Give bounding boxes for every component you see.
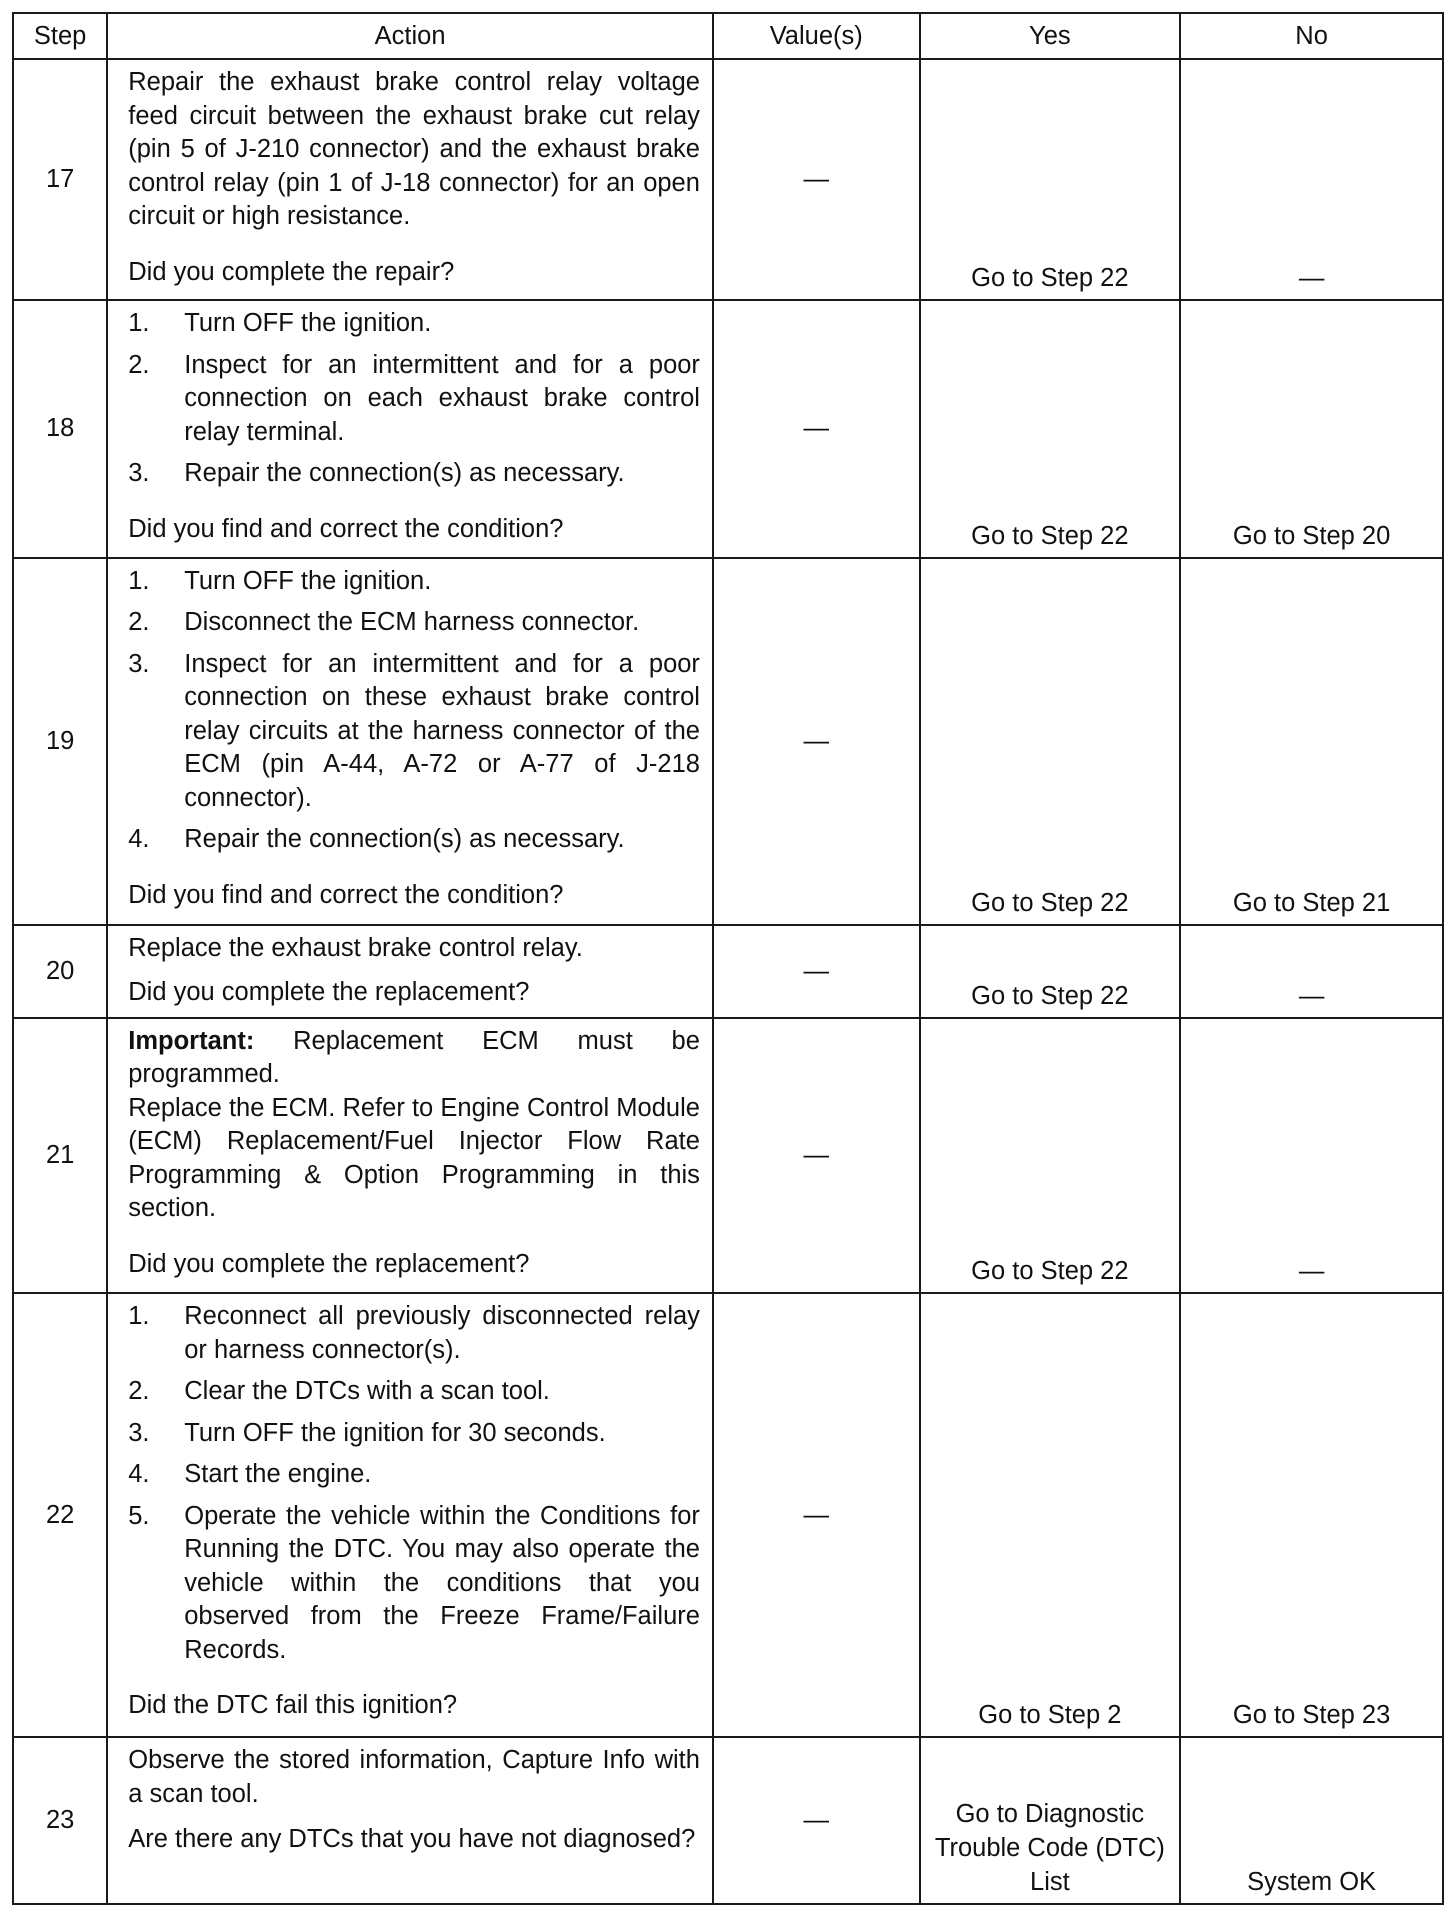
yes-cell: Go to Step 22: [920, 300, 1181, 557]
action-step-text: Operate the vehicle within the Conditions for Running the DTC. You may also operate the vehicle within the conditions that you observed from the Freeze Frame/Failure Records.: [184, 1501, 700, 1664]
action-step: [128, 349, 700, 450]
important-text: Replacement ECM must be programmed.: [128, 1026, 700, 1089]
no-cell: Go to Step 23: [1180, 1293, 1443, 1737]
action-step-text: Repair the connection(s) as necessary.: [184, 825, 625, 853]
action-step: [128, 1300, 700, 1367]
action-step: [128, 565, 700, 599]
action-step-number: 4.: [128, 1460, 150, 1489]
value-cell: —: [713, 925, 920, 1018]
no-cell: System OK: [1180, 1737, 1443, 1904]
action-question: Did you complete the repair?: [128, 257, 455, 286]
action-step-text: Turn OFF the ignition.: [184, 566, 432, 595]
action-step-number: 1.: [128, 309, 150, 338]
value-cell: —: [713, 1737, 920, 1904]
step-number: 19: [13, 558, 107, 926]
action-cell: [107, 1018, 713, 1293]
table-row: [13, 558, 1443, 926]
yes-cell: Go to Step 22: [920, 558, 1181, 926]
action-step-number: 5.: [128, 1501, 150, 1530]
action-step-text: Repair the connection(s) as necessary.: [184, 459, 625, 488]
header-row: [13, 13, 1443, 59]
action-paragraph: Repair the exhaust brake control relay voltage feed circuit between the exhaust brake cut relay (pin 5 of J-210 connector) and the exhaust brake control relay (pin 1 of J-18 connector) for an open circuit or high resistance.: [128, 68, 700, 230]
no-cell: Go to Step 21: [1180, 558, 1443, 926]
value-cell: —: [713, 1018, 920, 1293]
yes-cell: Go to Step 22: [920, 925, 1181, 1018]
action-step: [128, 648, 700, 816]
yes-cell: Go to Step 22: [920, 1018, 1181, 1293]
action-cell: [107, 300, 713, 557]
no-cell: Go to Step 20: [1180, 300, 1443, 557]
action-step: [128, 606, 700, 640]
step-number: 23: [13, 1737, 107, 1904]
step-number: 18: [13, 300, 107, 557]
action-question: Did the DTC fail this ignition?: [128, 1691, 458, 1720]
action-paragraph: Replace the ECM. Refer to Engine Control Module (ECM) Replacement/Fuel Injector Flow Rate Programming & Option Programming in this section.: [128, 1093, 700, 1223]
action-step: [128, 1417, 700, 1451]
header-step: Step: [13, 13, 107, 59]
action-step-text: Inspect for an intermittent and for a poor connection on each exhaust brake control relay terminal.: [184, 350, 700, 446]
header-no: No: [1180, 13, 1443, 59]
yes-cell: Go to Diagnostic Trouble Code (DTC) List: [920, 1737, 1181, 1904]
action-step-text: Reconnect all previously disconnected relay or harness connector(s).: [184, 1302, 700, 1364]
action-steps: [128, 307, 700, 491]
action-step-number: 2.: [128, 608, 150, 636]
action-step-number: 3.: [128, 1418, 150, 1447]
action-question: Are there any DTCs that you have not diagnosed?: [128, 1825, 696, 1854]
table-row: [13, 1737, 1443, 1904]
step-number: 22: [13, 1293, 107, 1737]
action-question: Did you find and correct the condition?: [128, 880, 564, 909]
action-step-number: 1.: [128, 1302, 150, 1331]
action-step-text: Start the engine.: [184, 1460, 372, 1489]
action-question: Did you complete the replacement?: [128, 1249, 530, 1278]
action-step-text: Disconnect the ECM harness connector.: [184, 608, 640, 636]
action-step-number: 4.: [128, 825, 150, 853]
table-row: [13, 1018, 1443, 1293]
action-cell: [107, 1737, 713, 1904]
step-number: 20: [13, 925, 107, 1018]
value-cell: —: [713, 558, 920, 926]
important-label: Important:: [128, 1026, 255, 1055]
action-step-number: 2.: [128, 1377, 150, 1406]
action-step-text: Clear the DTCs with a scan tool.: [184, 1377, 550, 1406]
action-step: [128, 1500, 700, 1668]
diagnostic-table: [12, 12, 1444, 1905]
important-note: [128, 1025, 700, 1092]
table-row: [13, 1293, 1443, 1737]
header-yes: Yes: [920, 13, 1181, 59]
action-paragraph: Observe the stored information, Capture Info with a scan tool.: [128, 1746, 700, 1808]
action-steps: [128, 1300, 700, 1667]
action-step: [128, 457, 700, 491]
action-step: [128, 1458, 700, 1492]
header-values: Value(s): [713, 13, 920, 59]
value-cell: —: [713, 300, 920, 557]
action-step: [128, 1375, 700, 1409]
table-row: [13, 925, 1443, 1018]
action-step-number: 3.: [128, 459, 150, 488]
action-step-text: Turn OFF the ignition.: [184, 309, 432, 338]
action-cell: [107, 1293, 713, 1737]
yes-cell: Go to Step 2: [920, 1293, 1181, 1737]
action-step: [128, 307, 700, 341]
step-number: 17: [13, 59, 107, 300]
action-cell: [107, 925, 713, 1018]
action-step-number: 3.: [128, 649, 150, 678]
action-step-text: Inspect for an intermittent and for a poor connection on these exhaust brake control relay circuits at the harness connector of the ECM (pin A-44, A-72 or A-77 of J-218 connector).: [184, 649, 700, 812]
action-step-text: Turn OFF the ignition for 30 seconds.: [184, 1418, 606, 1447]
action-paragraph: Replace the exhaust brake control relay.: [128, 934, 583, 963]
no-cell: —: [1180, 925, 1443, 1018]
header-action: Action: [107, 13, 713, 59]
action-cell: [107, 558, 713, 926]
no-cell: —: [1180, 59, 1443, 300]
action-steps: [128, 565, 700, 857]
table-row: [13, 59, 1443, 300]
action-step: [128, 823, 700, 857]
value-cell: —: [713, 1293, 920, 1737]
action-question: Did you complete the replacement?: [128, 977, 530, 1006]
action-question: Did you find and correct the condition?: [128, 514, 564, 543]
step-number: 21: [13, 1018, 107, 1293]
action-cell: [107, 59, 713, 300]
yes-cell: Go to Step 22: [920, 59, 1181, 300]
action-step-number: 1.: [128, 566, 150, 595]
action-step-number: 2.: [128, 350, 150, 379]
table-row: [13, 300, 1443, 557]
no-cell: —: [1180, 1018, 1443, 1293]
value-cell: —: [713, 59, 920, 300]
